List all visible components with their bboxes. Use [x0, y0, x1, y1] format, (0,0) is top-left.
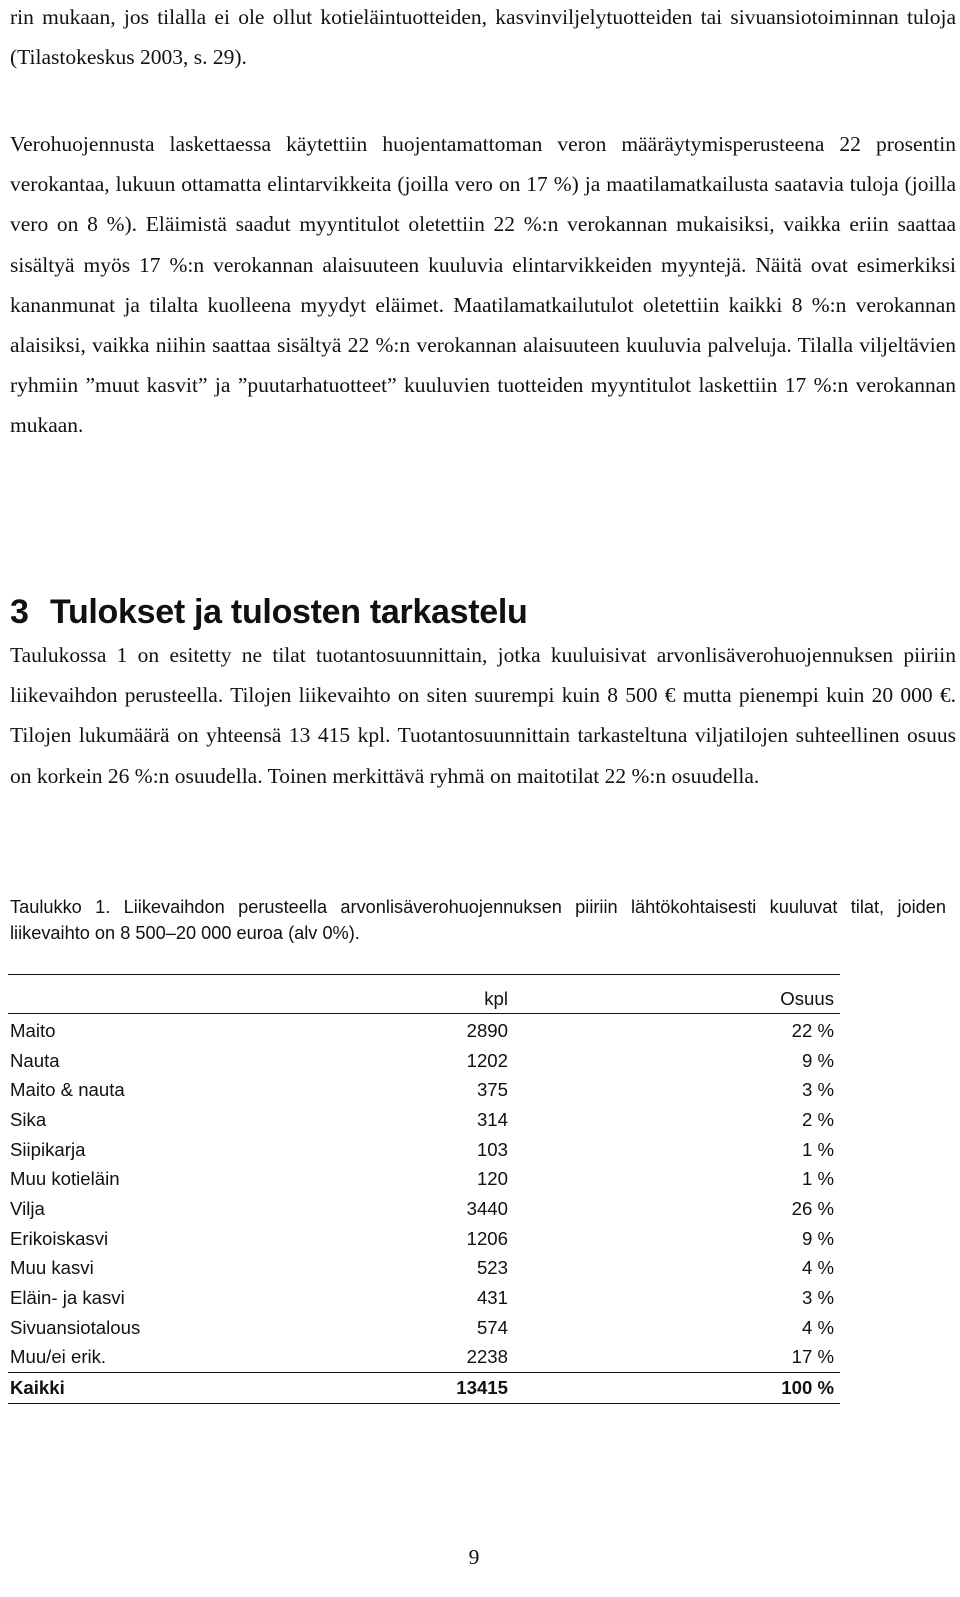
table-cell-kpl: 2238 [466, 1346, 508, 1368]
table-row [8, 1283, 840, 1313]
table-cell-kpl: 103 [476, 1138, 508, 1160]
table-row [8, 1046, 840, 1076]
table-header-share: Osuus [514, 975, 840, 1014]
table-row [8, 1224, 840, 1254]
table-cell-share: 1 % [801, 1138, 834, 1160]
paragraph-tax-relief-method: Verohuojennusta laskettaessa käytettiin huojentamattoman veron määräytymisperusteena 22 prosentin verokantaa, lukuun ottamatta elintarvikkeita (joilla vero on 17 %) ja maatilamatkailusta saatavia tuloja (joilla vero on 8 %). Eläimistä saadut myyntitulot oletettiin 22 %:n verokannan mukaisiksi, vaikka eriin saattaa sisältyä myös 17 %:n verokannan alaisuuteen kuuluvia elintarvikkeiden myyntejä. Näitä ovat esimerkiksi kananmunat ja tilalta kuolleena myydyt eläimet. Maatilamatkailutulot oletettiin kaikki 8 %:n verokannan alaisiksi, vaikka niihin saattaa sisältyä 22 %:n verokannan alaisuuteen kuuluvia palveluja. Tilalla viljeltävien ryhmiin ”muut kasvit” ja ”puutarhatuotteet” kuuluvien tuotteiden myyntitulot laskettiin 17 %:n verokannan mukaan. [10, 132, 956, 438]
table-cell-share: 4 % [801, 1257, 834, 1279]
paragraph-intro-continuation: rin mukaan, jos tilalla ei ole ollut kotieläintuotteiden, kasvinviljelytuotteiden tai sivuansiotoiminnan tuloja (Tilastokeskus 2003, s. 29). [10, 5, 956, 70]
table-cell-name: Muu/ei erik. [10, 1346, 107, 1368]
table-cell-kpl: 120 [476, 1168, 508, 1190]
section-number: 3 [10, 593, 29, 631]
table-cell-share: 100 % [514, 1373, 840, 1404]
table-header-row [8, 975, 840, 1014]
table-cell-kpl: 1202 [466, 1049, 508, 1071]
table-cell-kpl: 314 [476, 1108, 508, 1130]
table-cell-kpl: 2890 [466, 1019, 508, 1041]
table-cell-name: Kaikki [8, 1373, 276, 1404]
table-row [8, 1014, 840, 1046]
table-cell-name: Eläin- ja kasvi [10, 1287, 125, 1309]
table-row [8, 1254, 840, 1284]
table-cell-name: Nauta [10, 1049, 60, 1071]
table-cell-share: 2 % [801, 1108, 834, 1130]
table-cell-kpl: 1206 [466, 1227, 508, 1249]
table-cell-share: 17 % [791, 1346, 834, 1368]
paragraph-results: Taulukossa 1 on esitetty ne tilat tuotantosuunnittain, jotka kuuluisivat arvonlisäverohuojennuksen piiriin liikevaihdon perusteella. Tilojen liikevaihto on siten suurempi kuin 8 500 € mutta pienempi kuin 20 000 €. Tilojen lukumäärä on yhteensä 13 415 kpl. Tuotantosuunnittain tarkasteltuna viljatilojen suhteellinen osuus on korkein 26 %:n osuudella. Toinen merkittävä ryhmä on maitotilat 22 %:n osuudella. [10, 643, 956, 788]
table-cell-name: Maito [10, 1019, 56, 1041]
table-cell-name: Erikoiskasvi [10, 1227, 109, 1249]
table-body [8, 1014, 840, 1373]
table-row [8, 1194, 840, 1224]
table-cell-name: Sika [10, 1108, 47, 1130]
table-cell-share: 26 % [791, 1197, 834, 1219]
table-cell-name: Siipikarja [10, 1138, 86, 1160]
table-header-name [8, 975, 276, 1014]
table-cell-kpl: 375 [476, 1079, 508, 1101]
table-total-row [8, 1373, 840, 1404]
table-header-kpl: kpl [276, 975, 514, 1014]
section-title: Tulokset ja tulosten tarkastelu [50, 593, 528, 631]
table-cell-share: 1 % [801, 1168, 834, 1190]
table-cell-share: 9 % [801, 1049, 834, 1071]
table-cell-share: 3 % [801, 1079, 834, 1101]
farms-by-production-table [8, 974, 840, 1404]
section-heading [10, 587, 528, 637]
table-cell-share: 3 % [801, 1287, 834, 1309]
table-row [8, 1313, 840, 1343]
table-cell-share: 4 % [801, 1316, 834, 1338]
table-cell-share: 9 % [801, 1227, 834, 1249]
table-cell-name: Sivuansiotalous [10, 1316, 141, 1338]
table-cell-name: Maito & nauta [10, 1079, 125, 1101]
table-cell-name: Muu kotieläin [10, 1168, 120, 1190]
table-cell-kpl: 574 [476, 1316, 508, 1338]
table-row [8, 1075, 840, 1105]
table-cell-kpl: 13415 [276, 1373, 514, 1404]
table-caption: Taulukko 1. Liikevaihdon perusteella arvonlisäverohuojennuksen piiriin lähtökohtaisesti kuuluvat tilat, joiden liikevaihto on 8 500–20 000 euroa (alv 0%). [10, 897, 946, 943]
table-row [8, 1105, 840, 1135]
table-cell-kpl: 431 [476, 1287, 508, 1309]
table-cell-name: Muu kasvi [10, 1257, 94, 1279]
table-cell-kpl: 3440 [466, 1197, 508, 1219]
table-cell-kpl: 523 [476, 1257, 508, 1279]
table-cell-share: 22 % [791, 1019, 834, 1041]
page-number: 9 [468, 1545, 480, 1569]
table-row [8, 1135, 840, 1165]
table-row [8, 1164, 840, 1194]
table-cell-name: Vilja [10, 1197, 45, 1219]
table-row [8, 1343, 840, 1373]
